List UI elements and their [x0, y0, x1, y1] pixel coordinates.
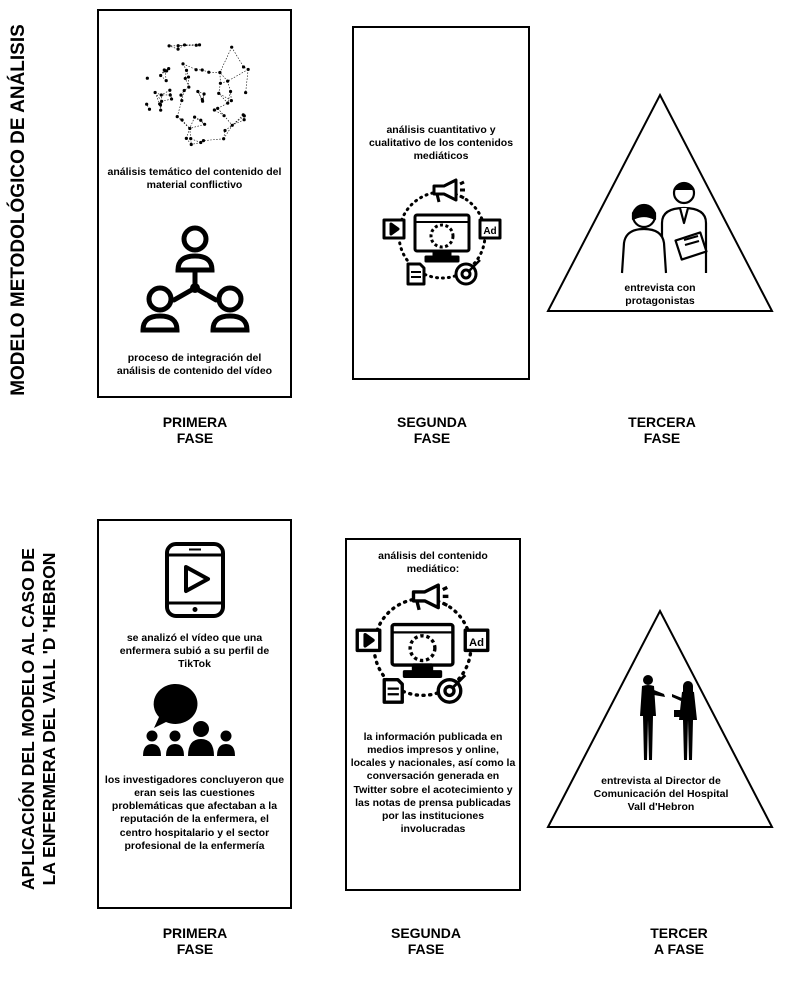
network-link: [177, 101, 182, 117]
section2-phase2-label: [356, 925, 496, 957]
section2-phase1-text1: se analizó el vídeo que una enfermera subió a su perfil de TikTok: [119, 632, 270, 671]
network-node: [195, 68, 198, 71]
network-link: [178, 45, 196, 46]
network-node: [244, 91, 247, 94]
network-node: [217, 92, 220, 95]
section1-phase1-text2: proceso de integración del análisis de contenido del vídeo: [116, 352, 273, 378]
network-node: [159, 74, 162, 77]
network-node: [184, 77, 187, 80]
network-node: [169, 93, 172, 96]
network-node: [187, 85, 190, 88]
network-node: [145, 103, 148, 106]
section2-phase2-text2: la información publicada en medios impresos y online, locales y nacionales, así como la conversación generada en Twitter sobre el acotecimiento y las notas de prensa publicadas por las instituciones involucradas: [350, 731, 516, 835]
network-link: [190, 117, 195, 128]
network-node: [180, 99, 183, 102]
digital-marketing-cycle-icon: [355, 585, 490, 709]
phase-label-line1: TERCER: [650, 925, 708, 941]
network-link: [214, 110, 224, 116]
network-node: [183, 89, 186, 92]
network-node: [165, 79, 168, 82]
network-node: [177, 44, 180, 47]
network-node: [179, 94, 182, 97]
network-link: [191, 139, 201, 143]
network-node: [185, 137, 188, 140]
network-node: [188, 127, 191, 130]
network-node: [243, 118, 246, 121]
network-node: [226, 101, 229, 104]
network-node: [199, 141, 202, 144]
network-node: [159, 109, 162, 112]
side-title-line1: APLICACIÓN DEL MODELO AL CASO DE: [18, 548, 38, 890]
section2-side-title: [18, 504, 68, 934]
network-node: [247, 68, 250, 71]
network-globe-icon: [137, 30, 257, 150]
network-node: [183, 43, 186, 46]
network-node: [222, 137, 225, 140]
network-link: [232, 116, 244, 125]
section2-phase1-label: [125, 925, 265, 957]
network-node: [160, 93, 163, 96]
network-node: [226, 80, 229, 83]
network-node: [207, 71, 210, 74]
network-node: [159, 103, 162, 106]
section1-side-title: MODELO METODOLÓGICO DE ANÁLISIS: [8, 24, 29, 396]
network-node: [167, 67, 170, 70]
network-node: [202, 139, 205, 142]
network-node: [187, 75, 190, 78]
network-node: [199, 119, 202, 122]
group-discussion-icon: [140, 682, 242, 760]
network-node: [168, 89, 171, 92]
phase-label-line2: FASE: [643, 430, 681, 447]
network-node: [160, 100, 163, 103]
section2-phase3-label: [609, 925, 749, 957]
phase-label-line1: SEGUNDA: [390, 925, 461, 941]
phase-label-line2: A FASE: [653, 941, 705, 958]
network-node: [163, 68, 166, 71]
network-node: [231, 124, 234, 127]
network-node: [222, 114, 225, 117]
network-link: [177, 117, 190, 129]
interview-people-icon: [622, 178, 722, 273]
section1-phase1-text1: análisis temático del contenido del material conflictivo: [107, 166, 282, 192]
network-link: [232, 120, 244, 126]
network-node: [193, 116, 196, 119]
network-node: [154, 91, 157, 94]
section1-phase3-label: [592, 414, 732, 446]
network-node: [229, 90, 232, 93]
section2-phase2-text1: análisis del contenido mediático:: [378, 550, 488, 576]
network-node: [168, 44, 171, 47]
network-link: [220, 47, 232, 72]
network-node: [223, 129, 226, 132]
network-node: [185, 69, 188, 72]
side-title-line2: LA ENFERMERA DEL VALL 'D 'HEBRON: [39, 552, 59, 886]
svg-text:Ad: Ad: [483, 226, 497, 237]
network-node: [180, 118, 183, 121]
network-node: [243, 114, 246, 117]
network-node: [195, 44, 198, 47]
section1-phase3-text1: entrevista con protagonistas: [624, 282, 696, 308]
network-link: [220, 73, 221, 84]
phase-label-line1: PRIMERA: [162, 925, 228, 941]
network-link: [218, 103, 228, 108]
network-node: [242, 65, 245, 68]
network-node: [201, 98, 204, 101]
network-node: [230, 46, 233, 49]
network-node: [203, 123, 206, 126]
network-node: [148, 108, 151, 111]
section2-phase3-text1: entrevista al Director de Comunicación del Hospital Vall d'Hebron: [593, 775, 729, 814]
network-node: [218, 71, 221, 74]
network-link: [190, 124, 205, 128]
network-node: [202, 92, 205, 95]
phase-label-line2: FASE: [413, 430, 451, 447]
interview-silhouettes-icon: [636, 672, 706, 764]
network-node: [146, 77, 149, 80]
network-link: [224, 116, 232, 126]
section1-phase1-label: [125, 414, 265, 446]
network-node: [176, 48, 179, 51]
network-link: [203, 139, 223, 141]
phase-label-line1: SEGUNDA: [396, 414, 467, 430]
network-node: [170, 97, 173, 100]
network-link: [228, 81, 231, 91]
svg-text:Ad: Ad: [469, 636, 484, 649]
team-hierarchy-icon: [140, 222, 250, 337]
network-node: [190, 143, 193, 146]
network-link: [183, 64, 196, 70]
network-node: [230, 99, 233, 102]
network-node: [219, 82, 222, 85]
digital-marketing-cycle-icon: [382, 180, 502, 290]
phase-label-line1: PRIMERA: [162, 414, 228, 430]
network-link: [182, 120, 190, 128]
section2-phase1-text2: los investigadores concluyeron que eran seis las cuestiones problemáticas que afectaban a la reputación de la enfermera, el centro hospitalario y el sector profesional de la enfermería: [104, 774, 285, 852]
phase-label-line2: FASE: [407, 941, 445, 958]
network-node: [176, 115, 179, 118]
network-link: [228, 69, 249, 81]
network-link: [220, 73, 228, 82]
phase-label-line2: FASE: [176, 941, 214, 958]
network-node: [189, 137, 192, 140]
network-node: [201, 68, 204, 71]
network-node: [213, 108, 216, 111]
network-link: [219, 93, 228, 103]
smartphone-video-icon: [164, 541, 226, 619]
phase-label-line1: TERCERA: [628, 414, 696, 430]
network-node: [181, 62, 184, 65]
network-link: [219, 93, 232, 100]
section1-phase2-label: [362, 414, 502, 446]
section1-phase2-text1: análisis cuantitativo y cualitativo de los contenidos mediáticos: [368, 124, 514, 163]
phase-label-line2: FASE: [176, 430, 214, 447]
network-node: [196, 90, 199, 93]
network-node: [216, 107, 219, 110]
network-link: [232, 47, 244, 67]
network-node: [198, 43, 201, 46]
network-link: [246, 69, 249, 92]
